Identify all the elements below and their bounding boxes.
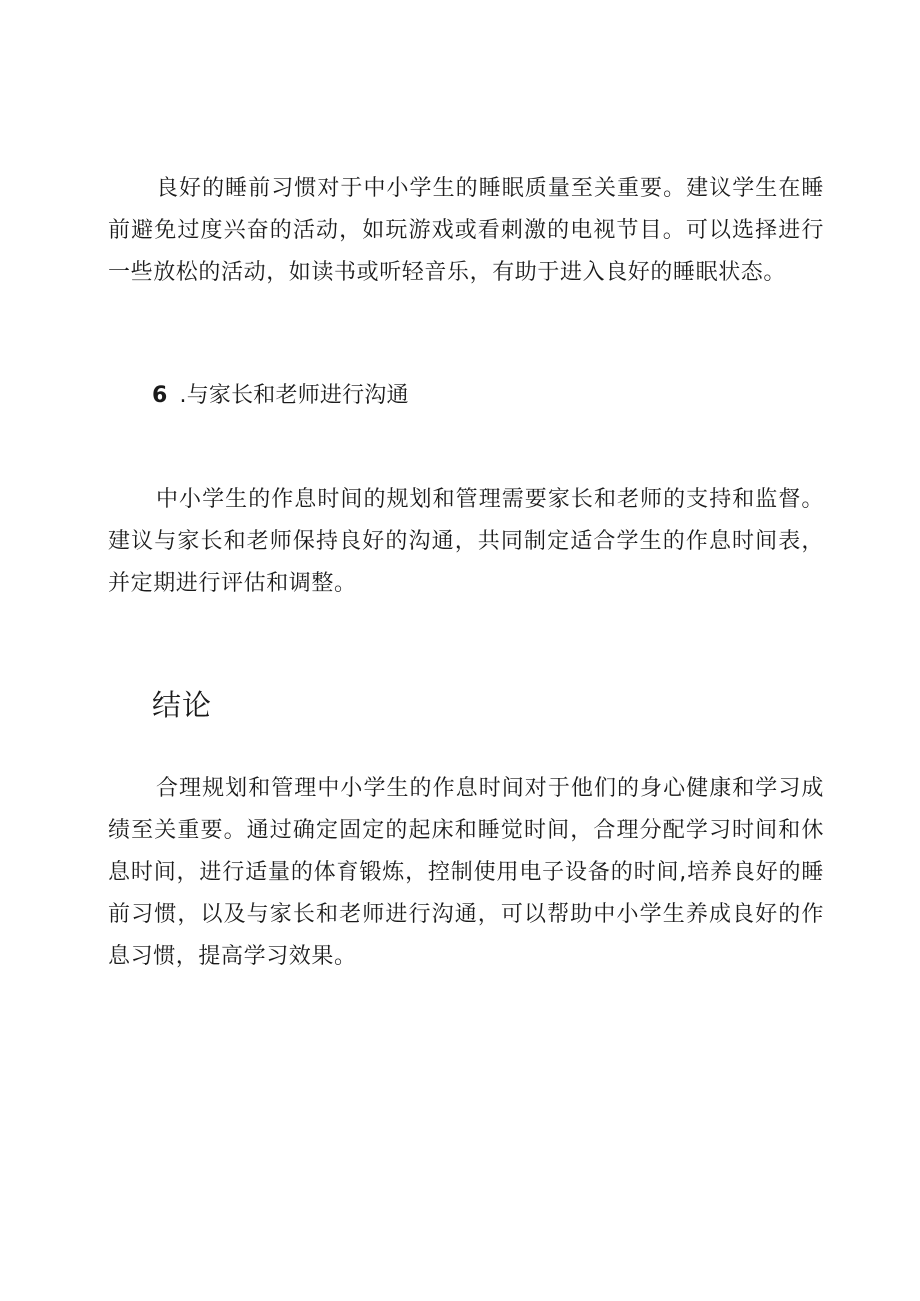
section-6-heading bbox=[152, 376, 409, 416]
section-6-number: 6 bbox=[152, 383, 168, 408]
paragraph-sleep-habits: 良好的睡前习惯对于中小学生的睡眠质量至关重要。建议学生在睡前避免过度兴奋的活动，如玩游戏或看刺激的电视节目。可以选择进行一些放松的活动，如读书或听轻音乐，有助于进入良好的睡眠状态。 bbox=[108, 176, 824, 285]
section-6-title: .与家长和老师进行沟通 bbox=[179, 383, 409, 408]
conclusion-heading: 结论 bbox=[152, 688, 213, 722]
paragraph-conclusion: 合理规划和管理中小学生的作息时间对于他们的身心健康和学习成绩至关重要。通过确定固定的起床和睡觉时间，合理分配学习时间和休息时间，进行适量的体育锻炼，控制使用电子设备的时间,培养良好的睡前习惯，以及与家长和老师进行沟通，可以帮助中小学生养成良好的作息习惯，提高学习效果。 bbox=[108, 776, 824, 969]
paragraph-communication: 中小学生的作息时间的规划和管理需要家长和老师的支持和监督。建议与家长和老师保持良好的沟通，共同制定适合学生的作息时间表，并定期进行评估和调整。 bbox=[108, 487, 824, 596]
